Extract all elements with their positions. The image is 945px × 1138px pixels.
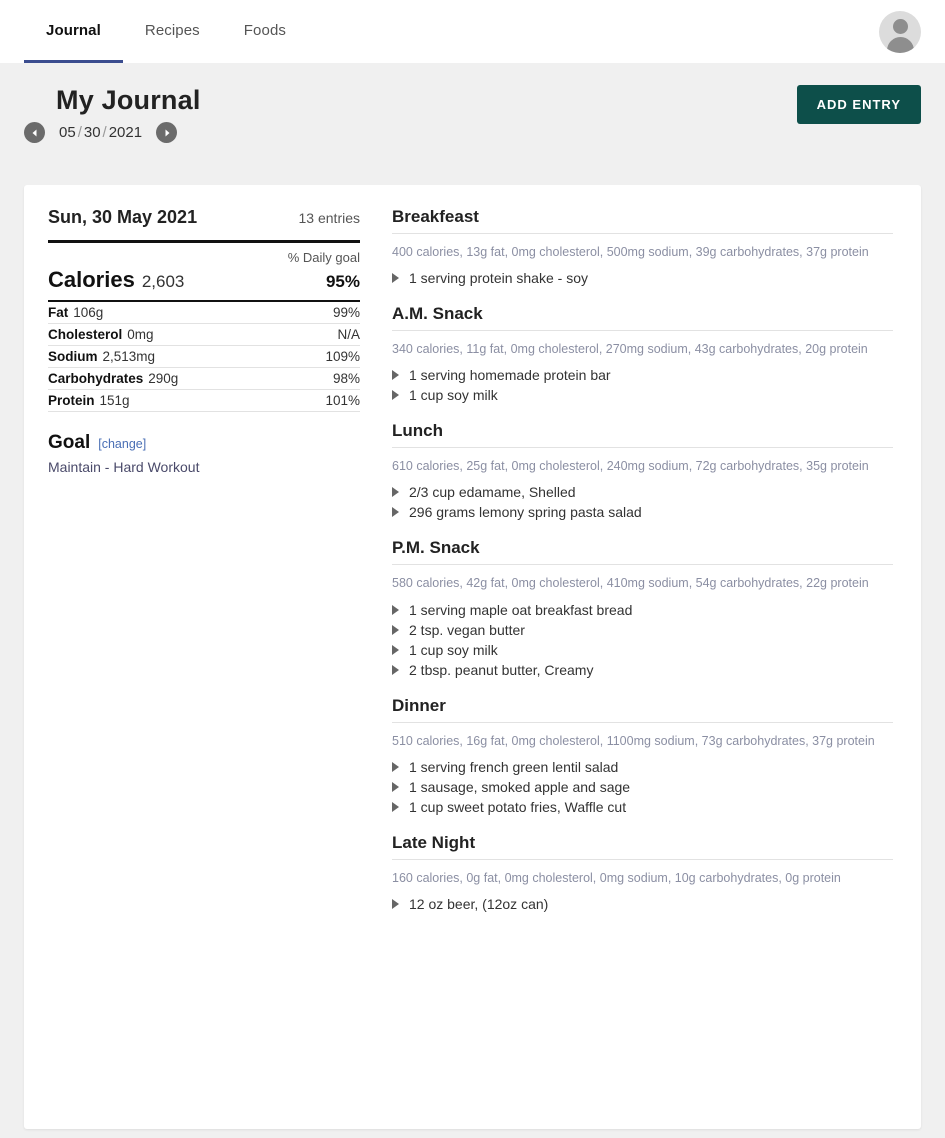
- meal-title: A.M. Snack: [392, 304, 893, 331]
- date-navigator: [24, 122, 201, 143]
- meal-item[interactable]: [392, 797, 893, 817]
- meal-item-label: 1 serving homemade protein bar: [409, 367, 611, 384]
- page-title: My Journal: [56, 85, 201, 115]
- nutrient-value: 290g: [148, 371, 179, 386]
- meal-section-breakfeast: [392, 207, 893, 302]
- meal-item-list: [392, 600, 893, 694]
- expand-triangle-icon: [392, 899, 399, 909]
- goal-label: Goal: [48, 432, 91, 453]
- current-date[interactable]: [59, 124, 142, 141]
- nutrient-value: 106g: [73, 305, 104, 320]
- meal-item-label: 296 grams lemony spring pasta salad: [409, 504, 642, 521]
- meal-item-label: 2 tbsp. peanut butter, Creamy: [409, 661, 594, 678]
- expand-triangle-icon: [392, 487, 399, 497]
- meal-title: P.M. Snack: [392, 538, 893, 565]
- goal-change-link[interactable]: [change]: [98, 437, 147, 451]
- meal-item-label: 1 cup sweet potato fries, Waffle cut: [409, 798, 627, 815]
- daily-goal-label: % Daily goal: [287, 250, 360, 265]
- meal-macros: 510 calories, 16g fat, 0mg cholesterol, 1100mg sodium, 73g carbohydrates, 37g protein: [392, 733, 875, 748]
- previous-day-button[interactable]: [24, 122, 45, 143]
- nutrient-name: Cholesterol: [48, 327, 123, 342]
- next-day-button[interactable]: [156, 122, 177, 143]
- meal-macros: 580 calories, 42g fat, 0mg cholesterol, 410mg sodium, 54g carbohydrates, 22g protein: [392, 576, 869, 591]
- tab-recipes[interactable]: [123, 0, 222, 63]
- meal-item[interactable]: [392, 365, 893, 385]
- top-navigation-bar: [0, 0, 945, 63]
- nutrient-name: Protein: [48, 393, 95, 408]
- meal-macros: 400 calories, 13g fat, 0mg cholesterol, 500mg sodium, 39g carbohydrates, 37g protein: [392, 245, 869, 259]
- expand-triangle-icon: [392, 273, 399, 283]
- journal-subheader: [0, 63, 945, 185]
- meal-item-label: 12 oz beer, (12oz can): [409, 895, 549, 912]
- date-year: 2021: [108, 124, 143, 141]
- nav-tabs: [24, 0, 308, 63]
- date-day: 30: [83, 124, 101, 141]
- meal-macros: 160 calories, 0g fat, 0mg cholesterol, 0mg sodium, 10g carbohydrates, 0g protein: [392, 870, 841, 885]
- meal-title: Dinner: [392, 696, 893, 723]
- meal-item-label: 1 sausage, smoked apple and sage: [409, 778, 631, 795]
- expand-triangle-icon: [392, 782, 399, 792]
- meal-item-label: 1 serving french green lentil salad: [409, 758, 619, 775]
- daily-summary-panel: [24, 185, 384, 1129]
- tab-foods-label: Foods: [243, 21, 286, 39]
- meal-item-list: [392, 365, 893, 419]
- expand-triangle-icon: [392, 605, 399, 615]
- calories-percent: 95%: [325, 272, 360, 291]
- tab-journal[interactable]: [24, 0, 123, 63]
- meal-item[interactable]: [392, 757, 893, 777]
- goal-header: [48, 432, 360, 454]
- meal-section-dinner: [392, 696, 893, 831]
- tab-foods[interactable]: [222, 0, 308, 63]
- meal-item-label: 2/3 cup edamame, Shelled: [409, 484, 576, 501]
- meal-item-list: [392, 894, 893, 928]
- avatar-head-icon: [893, 19, 908, 34]
- meal-item-label: 1 cup soy milk: [409, 641, 498, 658]
- journal-header-left: [56, 85, 201, 143]
- nutrient-value: 2,513mg: [102, 349, 156, 364]
- expand-triangle-icon: [392, 665, 399, 675]
- meal-item[interactable]: [392, 502, 893, 522]
- goal-description: Maintain - Hard Workout: [48, 459, 200, 475]
- meal-item[interactable]: [392, 385, 893, 405]
- meal-item[interactable]: [392, 620, 893, 640]
- meal-macros: 610 calories, 25g fat, 0mg cholesterol, 240mg sodium, 72g carbohydrates, 35g protein: [392, 459, 869, 474]
- nutrient-percent: N/A: [337, 327, 360, 342]
- avatar-wrapper: [879, 0, 921, 63]
- calories-value: 2,603: [141, 272, 185, 291]
- summary-divider-thick: [48, 240, 360, 243]
- nutrient-row-sodium: [48, 346, 360, 368]
- expand-triangle-icon: [392, 390, 399, 400]
- expand-triangle-icon: [392, 802, 399, 812]
- meal-item-label: 2 tsp. vegan butter: [409, 621, 525, 638]
- meal-title: Lunch: [392, 421, 893, 448]
- nutrient-percent: 98%: [332, 371, 360, 386]
- meal-item[interactable]: [392, 777, 893, 797]
- expand-triangle-icon: [392, 370, 399, 380]
- nutrient-percent: 109%: [325, 349, 360, 364]
- meal-item[interactable]: [392, 482, 893, 502]
- meal-item[interactable]: [392, 660, 893, 680]
- nutrient-row-protein: [48, 390, 360, 412]
- expand-triangle-icon: [392, 762, 399, 772]
- date-month: 05: [59, 124, 76, 141]
- meal-item-label: 1 serving protein shake - soy: [409, 270, 588, 287]
- nutrient-value: 151g: [99, 393, 130, 408]
- nutrient-percent: 99%: [332, 305, 360, 320]
- calories-row: [48, 267, 360, 293]
- nutrient-row-carbohydrates: [48, 368, 360, 390]
- meal-item-label: 1 serving maple oat breakfast bread: [409, 601, 633, 618]
- meal-item-list: [392, 268, 893, 302]
- meal-section-pm-snack: [392, 538, 893, 693]
- nutrient-row-fat: [48, 302, 360, 324]
- nutrient-row-cholesterol: [48, 324, 360, 346]
- nutrient-percent: 101%: [325, 393, 360, 408]
- meal-section-am-snack: [392, 304, 893, 419]
- meal-item-label: 1 cup soy milk: [409, 387, 498, 404]
- summary-header: [48, 207, 360, 228]
- meal-title: Breakfeast: [392, 207, 893, 234]
- meal-item[interactable]: [392, 268, 893, 288]
- meal-section-late-night: [392, 833, 893, 928]
- expand-triangle-icon: [392, 507, 399, 517]
- date-separator-2: /: [102, 124, 107, 141]
- nutrient-name: Carbohydrates: [48, 371, 144, 386]
- meal-item[interactable]: [392, 600, 893, 620]
- meal-item-list: [392, 757, 893, 831]
- nutrient-name: Fat: [48, 305, 69, 320]
- avatar-body-icon: [887, 37, 914, 53]
- calories-label: Calories: [48, 267, 135, 292]
- user-avatar[interactable]: [879, 11, 921, 53]
- summary-day-title: Sun, 30 May 2021: [48, 207, 198, 227]
- meal-title: Late Night: [392, 833, 893, 860]
- meal-item-list: [392, 482, 893, 536]
- meals-panel: [384, 185, 921, 1129]
- add-entry-button[interactable]: ADD ENTRY: [797, 85, 921, 124]
- journal-card: [24, 185, 921, 1129]
- entries-count: 13 entries: [298, 210, 360, 226]
- expand-triangle-icon: [392, 645, 399, 655]
- meal-macros: 340 calories, 11g fat, 0mg cholesterol, 270mg sodium, 43g carbohydrates, 20g protein: [392, 342, 868, 357]
- meal-section-lunch: [392, 421, 893, 536]
- expand-triangle-icon: [392, 625, 399, 635]
- date-separator-1: /: [77, 124, 82, 141]
- tab-recipes-label: Recipes: [144, 21, 200, 39]
- meal-item[interactable]: [392, 640, 893, 660]
- nutrient-name: Sodium: [48, 349, 98, 364]
- nutrient-value: 0mg: [127, 327, 154, 342]
- tab-journal-label: Journal: [46, 21, 101, 39]
- meal-item[interactable]: [392, 894, 893, 914]
